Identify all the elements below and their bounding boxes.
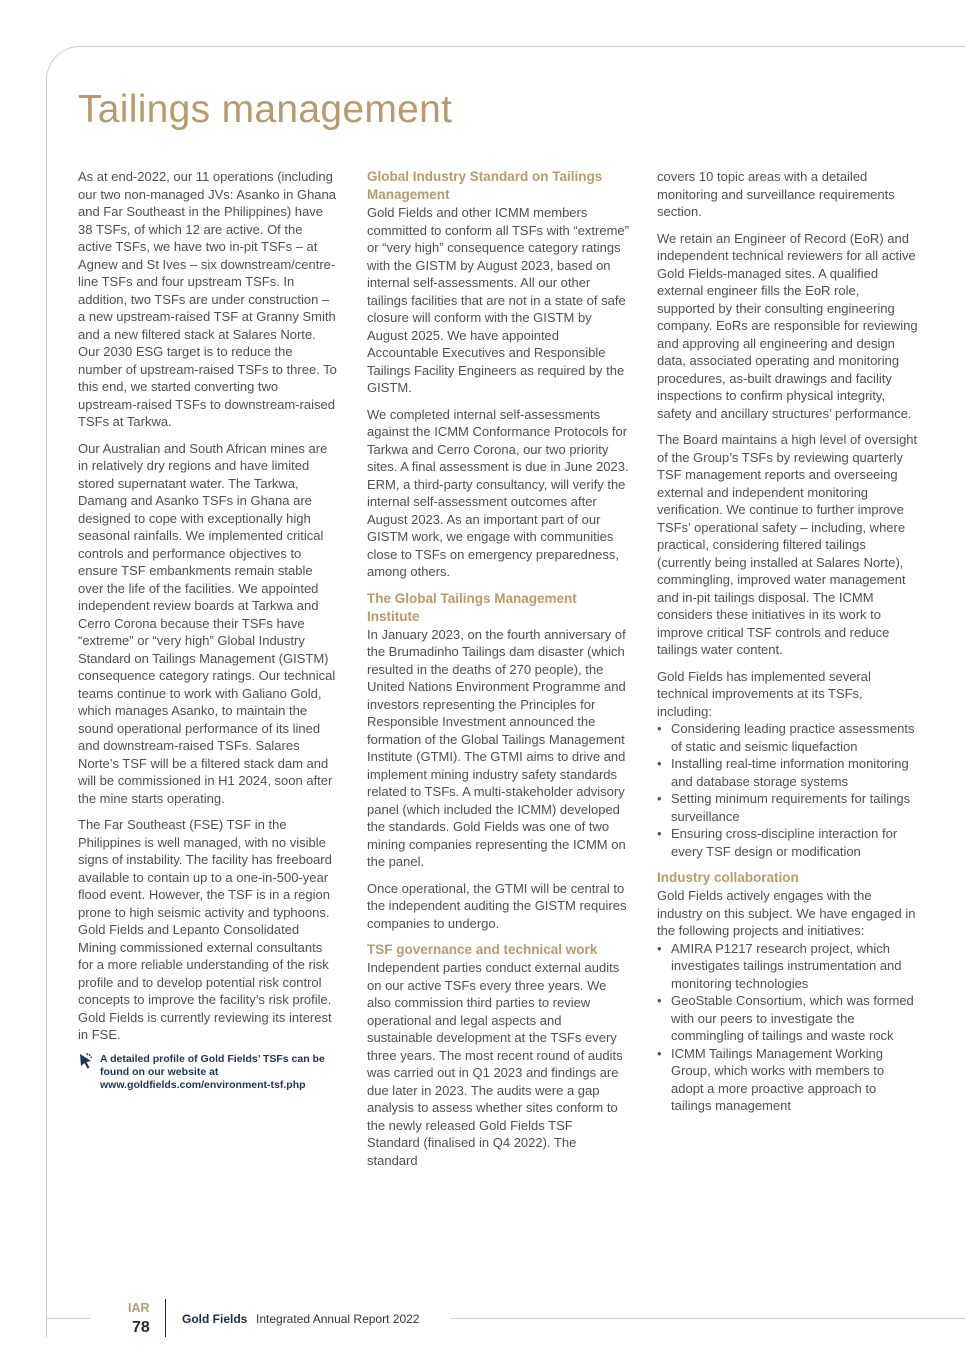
paragraph: The Board maintains a high level of oversight of the Group’s TSFs by reviewing quarterly TSF management reports and overseeing external and independent monitoring verification. We continue to further improve TSFs’ operational safety – including, where practical, considering filtered tailings (currently being installed at Salares Norte), commingling, improved water management and in-pit tailings disposal. The ICMM considers these initiatives in its work to improve critical TSF controls and reduce tailings water content. — [657, 432, 918, 657]
list-item: • Setting minimum requirements for tailings surveillance — [657, 790, 919, 825]
list-item: • Ensuring cross-discipline interaction for every TSF design or modification — [657, 825, 919, 860]
paragraph: We completed internal self-assessments against the ICMM Conformance Protocols for Tarkwa and Cerro Corona, our two priority sites. A final assessment is due in June 2023. ERM, a third-party consultancy, will verify the internal self-assessment outcomes after August 2023. As an important part of our GISTM work, we engage with communities close to TSFs on emergency preparedness, among others. — [367, 406, 629, 579]
paragraph: Gold Fields and other ICMM members committed to conform all TSFs with “extreme” or “very high” consequence category ratings with the GISTM by August 2023, based on internal self-assessments. All our other tailings facilities that are not in a state of safe closure will conform with the GISTM by August 2025. We have appointed Accountable Executives and Responsible Tailings Facility Engineers as required by the GISTM. — [367, 205, 629, 395]
paragraph: Independent parties conduct external audits on our active TSFs every three years. We also commission third parties to review operational and legal aspects and sustainable development at the TSFs every three years. The most recent round of audits was carried out in Q1 2023 and findings are due later in 2023. The audits were a gap analysis to assess whether sites conform to the newly released Gold Fields TSF Standard (finalised in Q4 2022). The standard — [367, 960, 623, 1168]
pointer-icon — [78, 1053, 100, 1073]
website-note-text: A detailed profile of Gold Fields’ TSFs can be found on our website at www.goldfields.com/environment-tsf.php — [100, 1052, 325, 1091]
paragraph: In January 2023, on the fourth anniversary of the Brumadinho Tailings dam disaster (which resulted in the deaths of 270 people), the United Nations Environment Programme and investors representing the Principles for Responsible Investment announced the formation of the Global Tailings Management Institute (GTMI). The GTMI aims to drive and implement mining industry safety standards related to TSFs. A multi-stakeholder advisory panel (which included the ICMM) developed the standards. Gold Fields was one of two mining companies representing the ICMM on the panel. — [367, 626, 626, 869]
section-heading: Industry collaboration — [657, 870, 799, 885]
paragraph: We retain an Engineer of Record (EoR) and independent technical reviewers for all active Gold Fields-managed sites. A qualified external engineer fills the EoR role, supported by their consulting engineering company. EoRs are responsible for reviewing and approving all engineering and design data, associated operating and monitoring procedures, as-built drawings and facility inspections to confirm physical integrity, safety and ancillary structures’ performance. — [657, 230, 918, 421]
column-2 — [367, 168, 629, 1178]
footer-separator — [165, 1299, 166, 1337]
paragraph: Gold Fields has implemented several technical improvements at its TSFs, including: — [657, 668, 871, 719]
paragraph: covers 10 topic areas with a detailed monitoring and surveillance requirements section. — [657, 169, 895, 219]
footer-section-label: IAR — [128, 1301, 150, 1315]
list-item: • Installing real-time information monitoring and database storage systems — [657, 755, 919, 790]
footer-report-title: Integrated Annual Report 2022 — [256, 1312, 420, 1326]
paragraph: Our Australian and South African mines are in relatively dry regions and have limited stored supernatant water. The Tarkwa, Damang and Asanko TSFs in Ghana are designed to cope with exceptionally high seasonal rainfalls. We implemented critical controls and performance objectives to ensure TSF embankments remain stable over the life of the facilities. We appointed independent review boards at Tarkwa and Cerro Corona because their TSFs have “extreme” or “very high” Global Industry Standard on Tailings Management (GISTM) consequence category ratings. Our technical teams continue to work with Galiano Gold, which manages Asanko, to maintain the sound operational performance of its lined and downstream-raised TSFs. Salares Norte’s TSF will be a filtered stack dam and will be commissioned in H1 2024, soon after the mine starts operating. — [78, 440, 336, 806]
page-number: 78 — [132, 1319, 150, 1336]
section-heading: Global Industry Standard on Tailings Management — [367, 169, 603, 202]
improvements-list — [657, 720, 919, 860]
page-title: Tailings management — [78, 88, 453, 131]
list-item: • GeoStable Consortium, which was formed with our peers to investigate the commingling of tailings and waste rock — [657, 992, 919, 1045]
section-heading: TSF governance and technical work — [367, 942, 598, 957]
footer-divider-left — [46, 1318, 90, 1319]
list-item: • AMIRA P1217 research project, which investigates tailings instrumentation and monitoring technologies — [657, 940, 919, 993]
paragraph: Gold Fields actively engages with the industry on this subject. We have engaged in the following projects and initiatives: — [657, 888, 916, 938]
paragraph: As at end-2022, our 11 operations (including our two non-managed JVs: Asanko in Ghana and Far Southeast in the Philippines) have 38 TSFs, of which 12 are active. Of the active TSFs, we have two in-pit TSFs – at Agnew and St Ives – six downstream/centre-line TSFs and four upstream TSFs. In addition, two TSFs are under construction – a new upstream-raised TSF at Granny Smith and a new filtered stack at Salares Norte. Our 2030 ESG target is to reduce the number of upstream-raised TSFs to three. To this end, we started converting two upstream-raised TSFs to downstream-raised TSFs at Tarkwa. — [78, 169, 337, 429]
website-note — [78, 1053, 340, 1092]
section-heading: The Global Tailings Management Institute — [367, 590, 577, 624]
list-item: • ICMM Tailings Management Working Group, which works with members to adopt a more proactive approach to tailings management — [657, 1045, 919, 1115]
paragraph: Once operational, the GTMI will be central to the independent auditing the GISTM requires companies to undergo. — [367, 880, 627, 931]
paragraph: The Far Southeast (FSE) TSF in the Philippines is well managed, with no visible signs of instability. The facility has freeboard available to contain up to a one-in-500-year flood event. However, the TSF is in a region prone to high seismic activity and typhoons. Gold Fields and Lepanto Consolidated Mining commissioned external consultants for a more reliable understanding of the risk profile and to develop potential risk control concepts to improve the facility’s risk profile. Gold Fields is currently reviewing its interest in FSE. — [78, 817, 332, 1042]
footer-divider-right — [450, 1318, 965, 1319]
footer-brand: Gold Fields — [182, 1312, 248, 1326]
column-1 — [78, 168, 340, 1092]
list-item: • Considering leading practice assessments of static and seismic liquefaction — [657, 720, 919, 755]
initiatives-list — [657, 940, 919, 1115]
column-3 — [657, 168, 919, 1124]
